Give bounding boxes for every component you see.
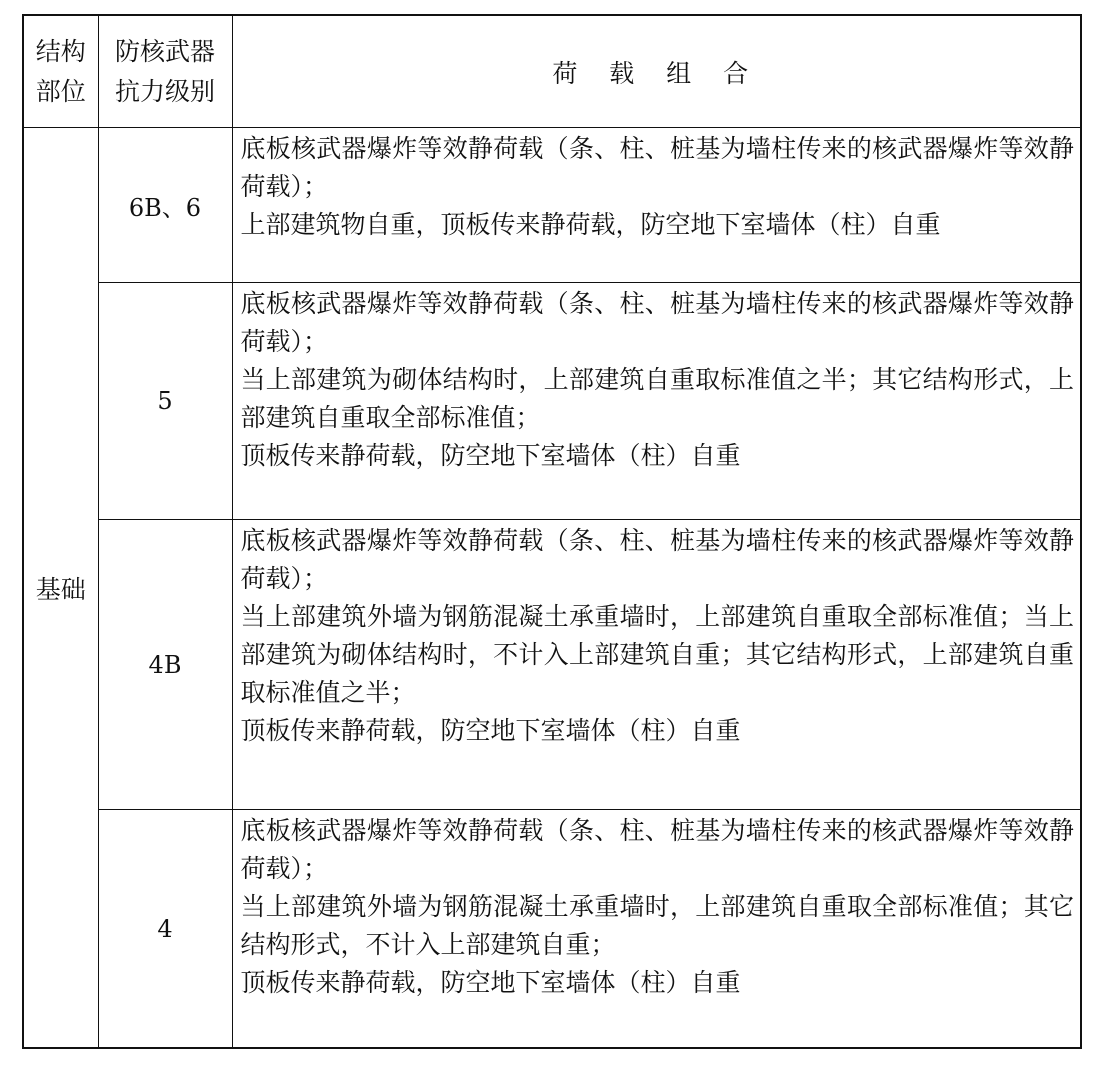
combination-line: 上部建筑物自重，顶板传来静荷载，防空地下室墙体（柱）自重	[240, 210, 941, 240]
combination-line: 底板核武器爆炸等效静荷载（条、柱、桩基为墙柱传来的核武器爆炸等效静荷载）；	[240, 134, 1074, 202]
table-row	[23, 810, 1081, 1048]
table-row	[23, 128, 1081, 283]
level-cell: 6B、6	[98, 128, 232, 283]
table-row	[23, 520, 1081, 810]
combination-cell	[232, 810, 1081, 1048]
level-cell: 4B	[98, 520, 232, 810]
level-cell: 5	[98, 283, 232, 520]
combination-line: 当上部建筑为砌体结构时，上部建筑自重取标准值之半；其它结构形式，上部建筑自重取全部标准值；	[240, 365, 1074, 433]
combination-line: 当上部建筑外墙为钢筋混凝土承重墙时，上部建筑自重取全部标准值；其它结构形式，不计入上部建筑自重；	[240, 892, 1074, 960]
level-cell: 4	[98, 810, 232, 1048]
combination-line: 底板核武器爆炸等效静荷载（条、柱、桩基为墙柱传来的核武器爆炸等效静荷载）；	[240, 289, 1074, 357]
combination-line: 顶板传来静荷载，防空地下室墙体（柱）自重	[240, 968, 741, 998]
combination-cell	[232, 283, 1081, 520]
header-resistance-level-line-2: 抗力级别	[114, 76, 215, 106]
header-structure-part-line-1: 结构	[35, 36, 86, 66]
load-combination-table	[22, 14, 1082, 1049]
combination-line: 当上部建筑外墙为钢筋混凝土承重墙时，上部建筑自重取全部标准值；当上部建筑为砌体结构时，不计入上部建筑自重；其它结构形式，上部建筑自重取标准值之半；	[240, 602, 1074, 708]
header-load-combination: 荷 载 组 合	[232, 15, 1081, 128]
combination-line: 底板核武器爆炸等效静荷载（条、柱、桩基为墙柱传来的核武器爆炸等效静荷载）；	[240, 526, 1074, 594]
header-resistance-level	[98, 15, 232, 128]
combination-line: 底板核武器爆炸等效静荷载（条、柱、桩基为墙柱传来的核武器爆炸等效静荷载）；	[240, 816, 1074, 884]
combination-line: 顶板传来静荷载，防空地下室墙体（柱）自重	[240, 441, 741, 471]
header-structure-part	[23, 15, 98, 128]
combination-cell	[232, 128, 1081, 283]
header-row	[23, 15, 1081, 128]
header-structure-part-line-2: 部位	[35, 76, 86, 106]
header-resistance-level-line-1: 防核武器	[114, 36, 215, 66]
table-row	[23, 283, 1081, 520]
structure-part-cell: 基础	[23, 128, 98, 1048]
combination-line: 顶板传来静荷载，防空地下室墙体（柱）自重	[240, 716, 741, 746]
combination-cell	[232, 520, 1081, 810]
